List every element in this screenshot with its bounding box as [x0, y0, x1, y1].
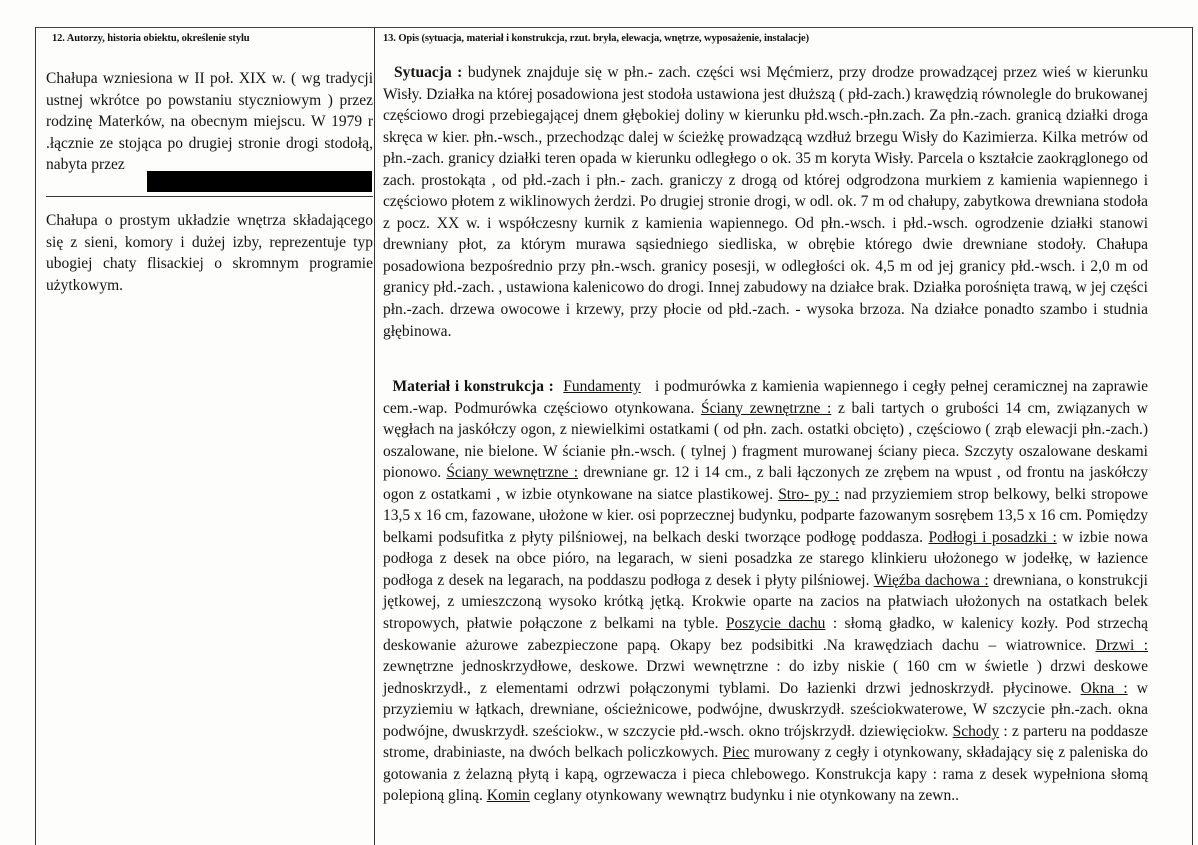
outer-walls-label: Ściany zewnętrzne : — [700, 399, 832, 417]
right-border — [1192, 27, 1193, 845]
ceilings-text: nad przyziemiem strop belkowy, belki stropowe 13,5 x 16 cm, fazowane, ułożone w kier. osi poprzecznej budynku, podparte fazowanym sosrębem 13,5 x 16 cm. Pomiędzy belkami podsufitka z płyty pilśniowej, na belkach deski tworzące podłogę poddasza. — [383, 485, 1149, 546]
ceilings-label: Stro- py : — [778, 485, 840, 503]
doors-text: zewnętrzne jednoskrzydłowe, deskowe. Drzwi wewnętrzne : do izby niskie ( 160 cm w świetle ) drzwi deskowe jednoskrzydł., z elementami odrzwi połączonymi tyblami. Do łazienki drzwi jednoskrzydł. płycinowe. — [383, 658, 1148, 697]
roofing-text: : słomą gładko, w kalenicy kozły. Pod strzechą deskowanie ażurowe zabezpieczone papą. Okapy bez podsibitki .Na krawędziach dachu – wiatrownice. — [383, 615, 1149, 654]
roof-truss-label: Więźba dachowa : — [873, 571, 989, 589]
column-divider — [374, 27, 375, 845]
situation-paragraph — [383, 62, 1148, 342]
top-rule — [35, 27, 1193, 28]
section-12-header: 12. Autorzy, historia obiektu, określenie stylu — [52, 33, 250, 44]
outer-walls-text: z bali tartych o grubości 14 cm, związanych w węgłach na jaskółczy ogon, z niewielkimi ostatkami ( od płn. zach. ostatki obcięto) , częściowo ( zrąb elewacji płn.-zach.) oszalowane, nie bielone. W ścianie płn.-wsch. ( tylnej ) fragment murowanej ściany pieca. Szczyty oszalowane deskami pionowo. — [383, 399, 1148, 482]
stove-label: Piec — [722, 744, 750, 762]
situation-text: budynek znajduje się w płn.- zach. części wsi Męćmierz, przy drodze prowadzącej przez wieś w kierunku Wisły. Działka na której posadowiona jest stodoła ustawiona jest dłuższą ( płd-zach.) krawędzią równolegle do brukowanej częściowo drogi przebiegającej dnem głębokiej doliny w kierunku płd.wsch.-płn.zach. Za płn.-zach. granicą działki droga skręca w kier. płn.-wsch., przechodząc dalej w ścieżkę prowadzącą wzdłuż brzegu Wisły do Kazimierza. Kilka metrów od płn.-zach. granicy działki teren opada w kierunku odległego o ok. 35 m koryta Wisły. Parcela o kształcie zaokrąglonego od zach. prostokąta , od płd.-zach i płn.- zach. graniczy z drogą od której odgrodzona murkiem z kamienia wapiennego i częściowo płotem z wiklinowych żerdzi. Po drugiej stronie drogi, w odl. ok. 7 m od chałupy, zabytkowa drewniana stodoła z pocz. XX w. i współczesny kurnik z kamienia wapiennego. Od płn.-wsch. i płd.-wsch. ogrodzenie działki stanowi drewniany płot, za którym murawa sąsiedniego siedliska, w obrębie którego dwie drewniane stodoły. Chałupa posadowiona bezpośrednio przy płn.-wsch. granicy posesji, w odległości ok. 4,5 m od jej granicy płd.-wsch. i 2,0 m od granicy płd.-zach. , ustawiona kalenicowo do drogi. Innej zabudowy na działce brak. Działka porośnięta trawą, w jej części płn.-zach. drzewa owocowe i krzewy, przy płocie od płd.-zach. - wysoka brzoza. Na działce ponadto szambo i studnia głębinowa. — [383, 64, 1149, 340]
stairs-text: : z parteru na poddasze strome, drabiniaste, na dwóch belkach policzkowych. — [383, 722, 1148, 762]
floors-text: w izbie nowa podłoga z desek na obce pióro, na legarach, w sieni posadzka ze starego klinkieru ułożonego w jodełkę, w łazience podłoga z desek na legarach, na poddaszu podłoga z desek i płyty pilśniowej. — [383, 528, 1149, 589]
history-text: Chałupa wzniesiona w II poł. XIX w. ( wg tradycji ustnej wkrótce po powstaniu styczniowym ) przez rodzinę Materków, na obecnym miejscu. W 1979 r .łącznie ze stojąca po drugiej stronie drogi stodołą, nabyta przez — [46, 70, 373, 174]
windows-label: Okna : — [1080, 679, 1128, 697]
chimney-label: Komin — [486, 787, 530, 805]
material-label: Materiał i konstrukcja : — [392, 378, 554, 395]
foundations-label: Fundamenty — [563, 378, 641, 395]
roof-truss-text: drewniana, o konstrukcji jętkowej, z umieszczoną wysoko krótką jętką. Krokwie oparte na zacios na płatwiach ułożonych na ostatkach belek stropowych, płatwie połączone z belkami na tyble. — [383, 571, 1148, 633]
situation-label: Sytuacja : — [394, 64, 463, 81]
stairs-label: Schody — [952, 722, 1000, 740]
inner-walls-text: drewniane gr. 12 i 14 cm., z bali łączonych ze zrębem na wpust , od frontu na jaskółczy ogon z ostatkami , w izbie otynkowane na siatce plastikowej. — [383, 464, 1149, 503]
foundations-text: i podmurówka z kamienia wapiennego i cegły pełnej ceramicznej na zaprawie cem.-wap. Podmurówka częściowo otynkowana. — [383, 378, 1149, 417]
divider-line — [46, 196, 373, 197]
section-13-header: 13. Opis (sytuacja, materiał i konstrukcja, rzut. bryła, elewacja, wnętrze, wyposażenie, instalacje) — [383, 33, 809, 44]
doors-label: Drzwi : — [1095, 636, 1149, 654]
inner-walls-label: Ściany wewnętrzne : — [446, 464, 579, 482]
history-paragraph — [46, 68, 373, 176]
chimney-text: ceglany otynkowany wewnątrz budynku i nie otynkowany na zewn.. — [529, 787, 959, 805]
windows-text: w przyziemiu w łątkach, drewniane, ościeżnicowe, podwójne, dwuskrzydł. sześciokwaterowe, W szczycie płn.-zach. okna podwójne, dwuskrzydł. sześciokw., w szczycie płd.-wsch. okno trójskrzydł. dziewięciokw. — [383, 679, 1148, 740]
material-paragraph — [383, 376, 1148, 807]
roofing-label: Poszycie dachu — [725, 615, 826, 633]
floors-label: Podłogi i posadzki : — [928, 528, 1057, 546]
style-paragraph — [46, 210, 373, 296]
redaction-bar — [147, 171, 372, 192]
left-border — [35, 27, 36, 845]
style-text: Chałupa o prostym układzie wnętrza składającego się z sieni, komory i dużej izby, reprezentuje typ ubogiej chaty flisackiej o skromnym programie użytkowym. — [46, 212, 373, 294]
stove-text: murowany z cegły i otynkowany, składający się z paleniska do gotowania z żelazną płytą i kapą, ogrzewacza i pieca chlebowego. Konstrukcja kapy : rama z desek wypełniona słomą polepioną gliną. — [383, 744, 1149, 805]
